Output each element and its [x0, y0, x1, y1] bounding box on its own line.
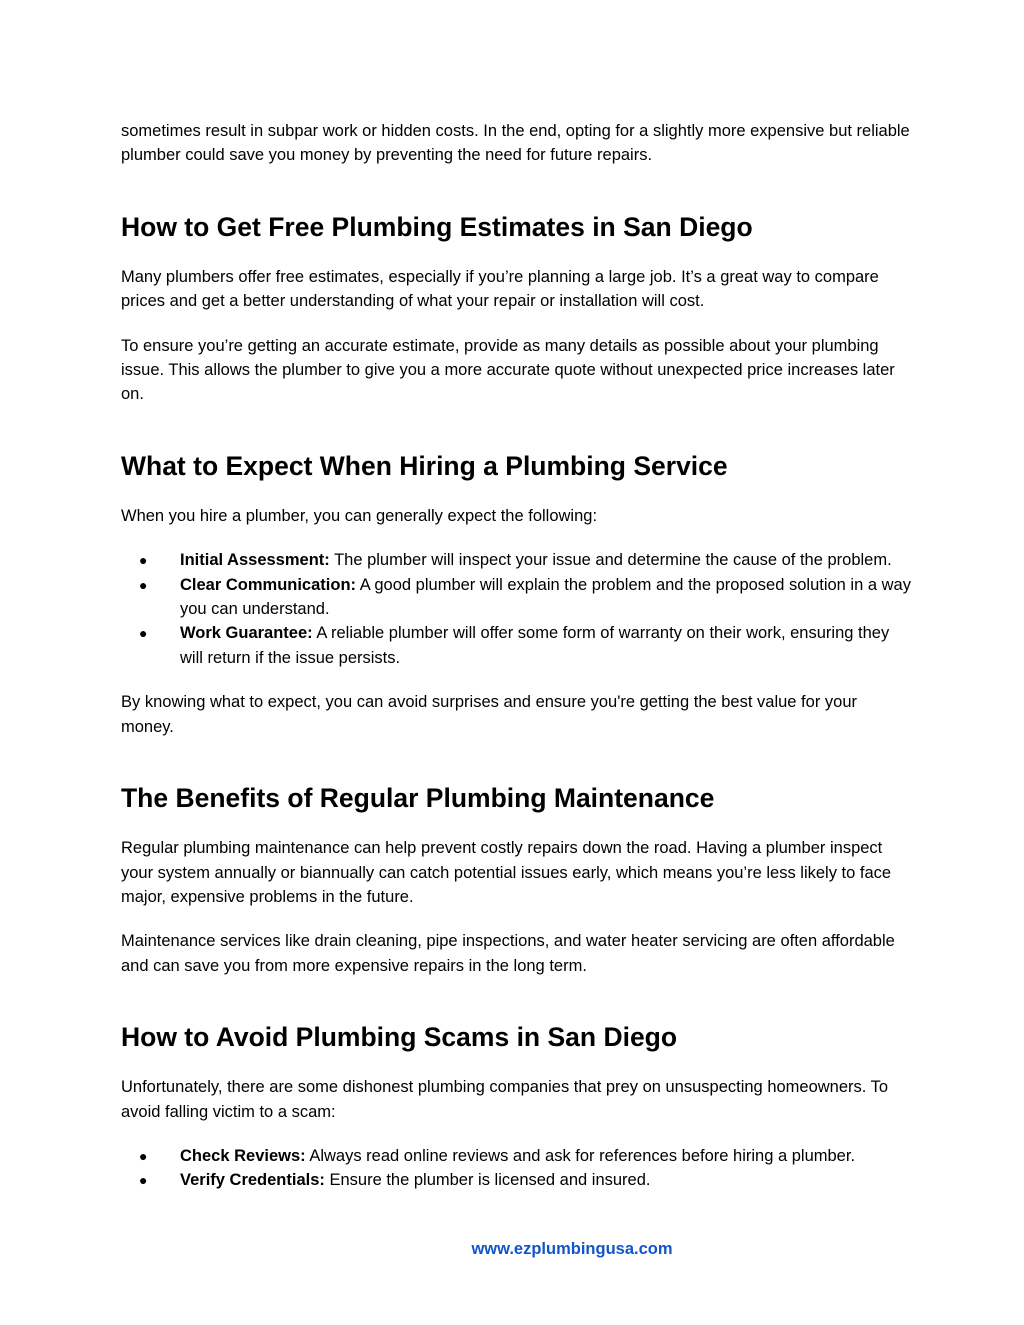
list-item-text: A reliable plumber will offer some form of warranty on their work, ensuring they will return if the issue persists. — [180, 624, 890, 667]
footer-website-link[interactable]: www.ezplumbingusa.com — [471, 1240, 673, 1258]
bullet-icon: ● — [139, 1147, 148, 1164]
list-item-lead: Verify Credentials: — [180, 1171, 325, 1190]
bullet-list — [121, 1144, 911, 1193]
paragraph: Many plumbers offer free estimates, especially if you’re planning a large job. It’s a great way to compare prices and get a better understanding of what your repair or installation will cost. — [121, 267, 879, 311]
list-item — [121, 1144, 911, 1168]
paragraph: To ensure you’re getting an accurate estimate, provide as many details as possible about your plumbing issue. This allows the plumber to give you a more accurate quote without unexpected price increases later on. — [121, 336, 895, 404]
bullet-icon: ● — [139, 1172, 148, 1189]
intro-paragraph: sometimes result in subpar work or hidden costs. In the end, opting for a slightly more expensive but reliable plumber could save you money by preventing the need for future repairs. — [121, 122, 910, 165]
heading-what-to-expect: What to Expect When Hiring a Plumbing Service — [121, 450, 728, 481]
bullet-list — [121, 548, 911, 670]
list-item-text: The plumber will inspect your issue and determine the cause of the problem. — [329, 551, 892, 570]
heading-avoid-scams: How to Avoid Plumbing Scams in San Diego — [121, 1022, 678, 1053]
heading-free-estimates: How to Get Free Plumbing Estimates in San Diego — [121, 211, 753, 242]
list-item-text: Ensure the plumber is licensed and insured. — [324, 1171, 651, 1190]
list-item-lead: Initial Assessment: — [180, 551, 330, 570]
list-item — [121, 573, 911, 622]
document-page — [121, 119, 911, 1193]
list-item-text: Always read online reviews and ask for references before hiring a plumber. — [305, 1146, 856, 1165]
list-item — [121, 548, 911, 572]
heading-benefits-maintenance: The Benefits of Regular Plumbing Maintenance — [121, 783, 715, 814]
list-item-lead: Check Reviews: — [180, 1146, 306, 1165]
paragraph: Regular plumbing maintenance can help prevent costly repairs down the road. Having a plumber inspect your system annually or biannually can catch potential issues early, which means you’re less likely to face major, expensive problems in the future. — [121, 839, 892, 906]
bullet-icon: ● — [139, 625, 148, 642]
list-item — [121, 1168, 911, 1192]
paragraph: When you hire a plumber, you can generally expect the following: — [121, 506, 598, 525]
paragraph: By knowing what to expect, you can avoid surprises and ensure you're getting the best value for your money. — [121, 693, 857, 736]
list-item-lead: Clear Communication: — [180, 575, 357, 594]
list-item — [121, 621, 911, 670]
list-item-text: A good plumber will explain the problem and the proposed solution in a way you can understand. — [180, 575, 911, 619]
paragraph: Maintenance services like drain cleaning, pipe inspections, and water heater servicing are often affordable and can save you from more expensive repairs in the long term. — [121, 932, 895, 975]
bullet-icon: ● — [139, 552, 148, 569]
paragraph: Unfortunately, there are some dishonest plumbing companies that prey on unsuspecting homeowners. To avoid falling victim to a scam: — [121, 1078, 889, 1121]
list-item-lead: Work Guarantee: — [180, 624, 313, 643]
bullet-icon: ● — [139, 576, 148, 593]
